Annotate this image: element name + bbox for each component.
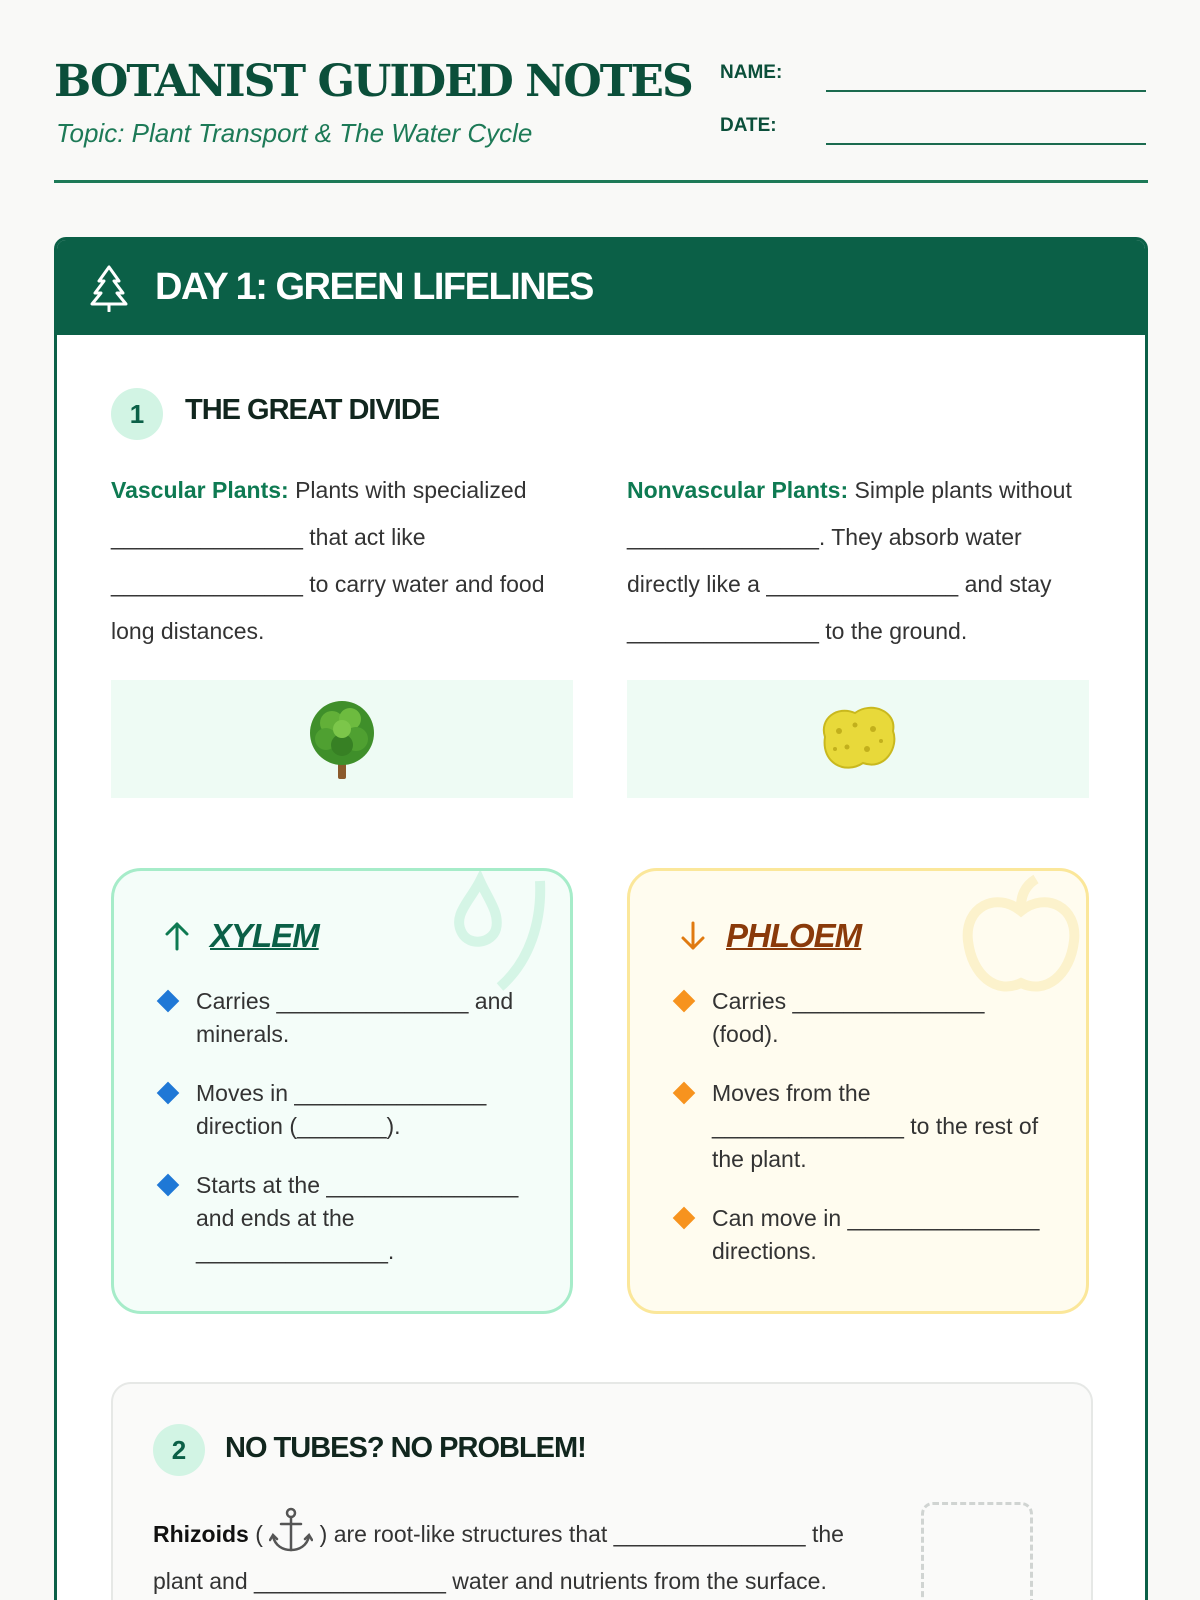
xylem-bullet: Moves in _______________ direction (_______). xyxy=(158,1077,538,1143)
section-title: NO TUBES? NO PROBLEM! xyxy=(225,1432,586,1464)
rhizoids-term: Rhizoids xyxy=(153,1521,249,1547)
water-drop-watermark-icon xyxy=(440,871,570,1001)
drawing-box[interactable] xyxy=(921,1502,1033,1600)
date-label: DATE: xyxy=(720,115,777,136)
vascular-paragraph xyxy=(111,467,579,655)
section-number-badge: 2 xyxy=(153,1424,205,1476)
phloem-bullet: Can move in _______________ directions. xyxy=(674,1202,1054,1268)
arrow-down-icon xyxy=(676,919,710,953)
page-topic: Topic: Plant Transport & The Water Cycle xyxy=(56,118,533,148)
vascular-image-box xyxy=(111,680,573,798)
sponge-icon xyxy=(815,701,901,777)
nonvascular-paragraph xyxy=(627,467,1097,655)
page-title: BOTANIST GUIDED NOTES xyxy=(54,56,692,107)
header-divider xyxy=(54,180,1148,183)
phloem-header xyxy=(676,917,861,955)
day-banner xyxy=(57,240,1145,335)
phloem-bullet: Moves from the _______________ to the rest of the plant. xyxy=(674,1077,1054,1176)
tree-icon xyxy=(302,697,382,781)
arrow-up-icon xyxy=(160,919,194,953)
name-field[interactable] xyxy=(826,90,1146,92)
vascular-text: Plants with specialized _______________ that act like _______________ to carry water and food long distances. xyxy=(111,477,545,644)
nonvascular-term: Nonvascular Plants: xyxy=(627,477,849,503)
xylem-title: XYLEM xyxy=(210,917,319,954)
day-card xyxy=(54,237,1148,1600)
xylem-bullet: Carries _______________ and minerals. xyxy=(158,985,538,1051)
name-label: NAME: xyxy=(720,62,783,83)
phloem-card xyxy=(627,868,1089,1314)
anchor-icon xyxy=(269,1506,313,1554)
vascular-term: Vascular Plants: xyxy=(111,477,289,503)
day-title: DAY 1: GREEN LIFELINES xyxy=(155,266,593,308)
nonvascular-image-box xyxy=(627,680,1089,798)
section-title: THE GREAT DIVIDE xyxy=(185,394,440,426)
tree-outline-icon xyxy=(87,264,131,312)
nonvascular-text: Simple plants without _______________. They absorb water directly like a _______________ and stay _______________ to the ground. xyxy=(627,477,1072,644)
xylem-bullet: Starts at the _______________ and ends at the _______________. xyxy=(158,1169,538,1268)
date-field[interactable] xyxy=(826,143,1146,145)
phloem-bullet: Carries _______________ (food). xyxy=(674,985,1054,1051)
phloem-title: PHLOEM xyxy=(726,917,862,954)
xylem-header xyxy=(160,917,319,955)
rhizoids-paragraph: Rhizoids ( ) are root-like structures that _______________ the plant and _______________ water and nutrients from the surface. xyxy=(153,1506,893,1600)
xylem-card xyxy=(111,868,573,1314)
section-number-badge: 1 xyxy=(111,388,163,440)
apple-watermark-icon xyxy=(956,871,1086,1001)
section-2-card xyxy=(111,1382,1093,1600)
